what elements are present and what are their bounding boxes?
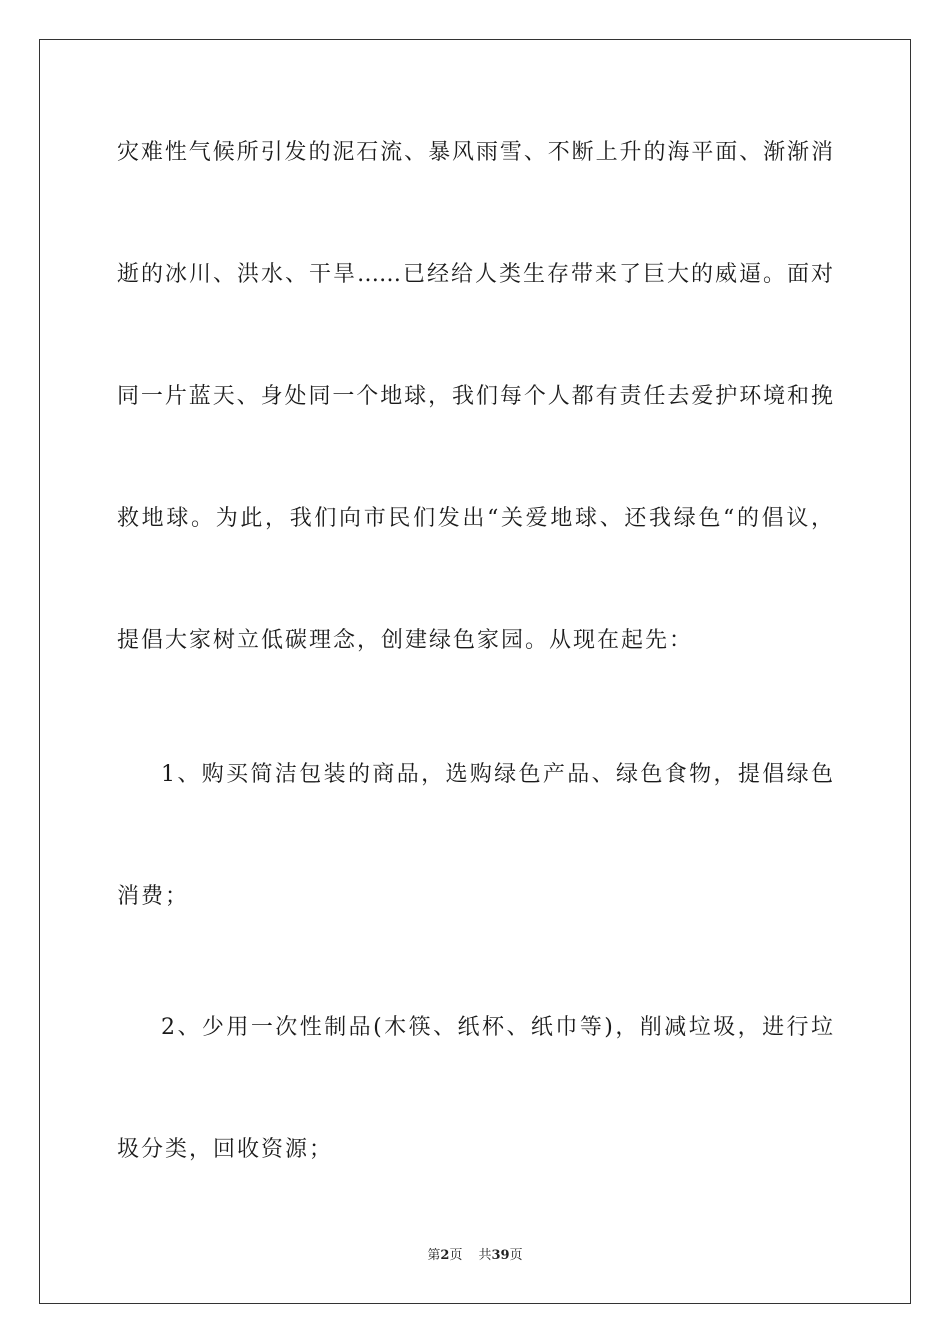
footer-total-suffix: 页 [509,1248,523,1263]
list-item-1-line-2: 消费； [117,884,190,909]
list-item-1-line-1: 1、购买简洁包装的商品，选购绿色产品、绿色食物，提倡绿色 [161,762,833,787]
body-line-5: 提倡大家树立低碳理念，创建绿色家园。从现在起先： [117,628,694,653]
footer-page-suffix: 页 [449,1248,463,1263]
list-item-2-line-2: 圾分类，回收资源； [117,1137,334,1162]
list-item-2-line-1: 2、少用一次性制品(木筷、纸杯、纸巾等)，削减垃圾，进行垃 [161,1015,833,1040]
page-footer [0,1246,950,1266]
body-line-1: 灾难性气候所引发的泥石流、暴风雨雪、不断上升的海平面、渐渐消 [117,140,833,165]
body-line-3: 同一片蓝天、身处同一个地球，我们每个人都有责任去爱护环境和挽 [117,384,833,409]
body-line-2: 逝的冰川、洪水、干旱……已经给人类生存带来了巨大的威逼。面对 [117,262,833,287]
footer-page-number: 2 [440,1248,450,1263]
page-border [39,39,911,1304]
body-line-4: 救地球。为此，我们向市民们发出“关爱地球、还我绿色“的倡议， [117,506,833,531]
footer-page-prefix: 第 [427,1248,441,1263]
footer-total-prefix: 共 [478,1248,492,1263]
footer-total-number: 39 [491,1248,510,1263]
